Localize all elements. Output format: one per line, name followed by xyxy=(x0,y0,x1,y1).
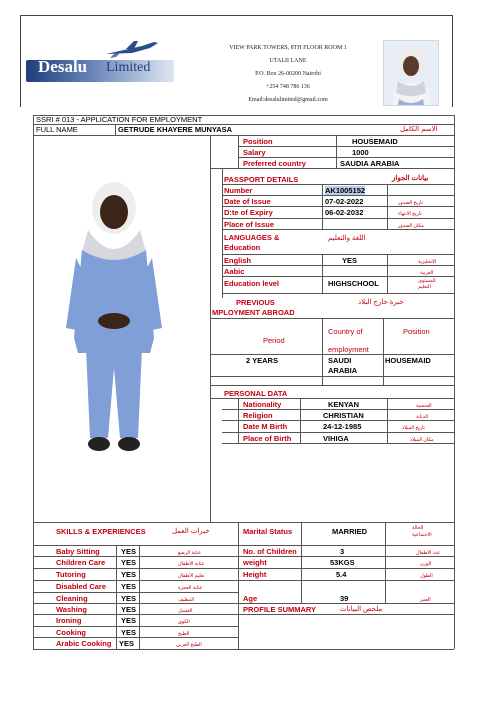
col-line xyxy=(387,398,388,443)
religion-value: CHRISTIAN xyxy=(323,411,364,420)
expiry-date-label: D:te of Expiry xyxy=(224,208,273,217)
birth-date-arabic: تاريخ الميلاد xyxy=(402,426,425,431)
address-line: P.O. Box 26-00200 Nairobi xyxy=(255,71,321,77)
marital-status-label: Marital Status xyxy=(243,527,293,536)
salary-value: 1000 xyxy=(352,148,369,157)
birth-date-value: 24-12-1985 xyxy=(323,422,362,431)
profile-summary-label: PROFILE SUMMARY xyxy=(243,605,317,614)
col-line xyxy=(301,522,302,603)
previous-employment-arabic: خبرة خارج البلاد xyxy=(358,299,404,306)
col-line xyxy=(139,545,140,649)
passport-title-arabic: بيانات الجواز xyxy=(392,175,429,182)
education-label: Education level xyxy=(224,279,280,288)
skill-label: Cleaning xyxy=(56,594,88,603)
age-arabic: العمر xyxy=(420,598,431,603)
height-label: Height xyxy=(243,570,267,579)
row-line xyxy=(33,545,454,546)
row-line xyxy=(210,318,454,319)
col-line xyxy=(322,318,323,385)
skill-label: Ironing xyxy=(56,616,82,625)
full-name-value: GETRUDE KHAYERE MUNYASA xyxy=(118,125,233,134)
address-line: +254 748 786 136 xyxy=(266,84,310,90)
arabic-label: Aabic xyxy=(224,267,245,276)
children-value: 3 xyxy=(340,547,345,556)
skill-label: Baby Sitting xyxy=(56,547,100,556)
issue-place-arabic: مكان الصدور xyxy=(398,224,424,229)
height-value: 5.4 xyxy=(336,570,347,579)
col-line xyxy=(322,184,323,229)
country-header-2: employment xyxy=(328,345,369,354)
birth-place-label: Place of Birth xyxy=(243,434,292,443)
languages-title-arabic: اللغة والتعليم xyxy=(328,235,366,242)
col-line xyxy=(116,545,117,649)
issue-place-label: Place of Issue xyxy=(224,220,275,229)
row-line xyxy=(238,146,454,147)
birth-date-label: Date M Birth xyxy=(243,422,288,431)
row-line xyxy=(222,254,454,255)
age-value: 39 xyxy=(340,594,349,603)
english-label: English xyxy=(224,256,252,265)
preferred-country-value: SAUDIA ARABIA xyxy=(340,159,400,168)
table-border xyxy=(33,124,454,125)
skill-label: Disabled Care xyxy=(56,582,107,591)
passport-number-value: AK1005152 xyxy=(325,186,366,195)
col-line xyxy=(383,318,384,385)
english-arabic: الانجليزية xyxy=(418,260,437,265)
form-reference: SSRI # 013 - APPLICATION FOR EMPLOYMENT xyxy=(36,115,203,124)
previous-employment-title: PREVIOUS xyxy=(236,298,275,307)
personal-data-title: PERSONAL DATA xyxy=(224,389,288,398)
weight-arabic: الوزن xyxy=(420,562,432,567)
table-border xyxy=(33,522,454,523)
languages-title-2: Education xyxy=(224,243,261,252)
passport-number-label: Number xyxy=(224,186,253,195)
skill-label: Children Care xyxy=(56,558,106,567)
address-line: VIEW PARK TOWERS, 8TH FLOOR ROOM 1 xyxy=(229,45,347,51)
preferred-country-label: Preferred country xyxy=(243,159,306,168)
position-label: Position xyxy=(243,137,273,146)
period-header: Period xyxy=(263,336,285,345)
table-border xyxy=(238,522,239,649)
marital-status-value: MARRIED xyxy=(332,527,367,536)
previous-employment-title-2: MPLOYMENT ABROAD xyxy=(212,308,295,317)
skills-title-arabic: خبرات العمل xyxy=(172,528,210,535)
religion-label: Religion xyxy=(243,411,273,420)
age-label: Age xyxy=(243,594,258,603)
col-line xyxy=(387,184,388,229)
skill-value: YES xyxy=(121,628,137,637)
birth-place-arabic: مكان الميلاد xyxy=(410,438,434,443)
country-value-2: ARABIA xyxy=(328,366,358,375)
row-line xyxy=(210,398,454,399)
row-line xyxy=(222,184,454,185)
nationality-value: KENYAN xyxy=(328,400,359,409)
row-line xyxy=(210,354,454,355)
arabic-arabic: العربية xyxy=(420,271,434,276)
abroad-position-value: HOUSEMAID xyxy=(385,356,431,365)
row-line xyxy=(33,556,454,557)
issue-date-arabic: تاريخ الصدور xyxy=(398,201,423,206)
passport-photo xyxy=(383,40,439,106)
col-line xyxy=(238,398,239,443)
languages-title: LANGUAGES & xyxy=(224,233,280,242)
col-line xyxy=(322,254,323,293)
passport-title: PASSPORT DETAILS xyxy=(224,175,299,184)
col-line xyxy=(385,522,386,603)
row-line xyxy=(222,195,454,196)
skill-arabic: تعليم الاطفال xyxy=(178,574,205,579)
col-line xyxy=(222,168,223,298)
header-border-top xyxy=(20,15,452,16)
weight-value: 53KGS xyxy=(330,558,355,567)
nationality-label: Nationality xyxy=(243,400,282,409)
skill-value: YES xyxy=(121,594,137,603)
row-line xyxy=(33,568,454,569)
country-header: Country of xyxy=(328,327,363,336)
row-line xyxy=(238,157,454,158)
skill-arabic: الغسيل xyxy=(178,609,193,614)
skill-value: YES xyxy=(121,616,137,625)
skill-value: YES xyxy=(121,547,137,556)
skill-value: YES xyxy=(121,605,137,614)
col-line xyxy=(336,135,337,168)
row-line xyxy=(210,376,454,377)
company-logo xyxy=(26,40,174,84)
col-line xyxy=(300,398,301,443)
skill-value: YES xyxy=(119,639,135,648)
airplane-icon xyxy=(102,40,162,60)
table-border xyxy=(454,115,455,649)
row-line xyxy=(222,293,454,294)
table-border xyxy=(33,649,454,650)
row-line xyxy=(33,603,454,604)
skill-label: Washing xyxy=(56,605,87,614)
position-value: HOUSEMAID xyxy=(352,137,398,146)
address-line: Email:desalulimited@gmail.com xyxy=(248,97,328,103)
skill-value: YES xyxy=(121,570,137,579)
col-line xyxy=(238,135,239,168)
row-line xyxy=(210,168,454,169)
height-arabic: الطول xyxy=(420,574,433,579)
profile-summary-arabic: ملخص البيانات xyxy=(340,606,383,613)
row-line xyxy=(33,626,238,627)
row-line xyxy=(33,637,238,638)
row-line xyxy=(33,580,454,581)
birth-place-value: VIHIGA xyxy=(323,434,349,443)
skill-label: Cooking xyxy=(56,628,86,637)
abroad-position-header: Position xyxy=(403,327,430,336)
skill-arabic: عناية العجزة xyxy=(178,586,203,591)
row-line xyxy=(33,592,238,593)
address-line: UTALII LANE xyxy=(269,58,307,64)
skill-value: YES xyxy=(121,582,137,591)
table-border xyxy=(115,124,116,135)
table-border xyxy=(33,135,454,136)
issue-date-label: Date of Issue xyxy=(224,197,271,206)
row-line xyxy=(33,614,454,615)
children-arabic: عدد الاطفال xyxy=(416,551,441,556)
skill-arabic: عناية الاطفال xyxy=(178,562,205,567)
english-value: YES xyxy=(342,256,358,265)
skill-arabic: التنظيف xyxy=(178,598,195,603)
full-name-arabic: الاسم الكامل xyxy=(400,126,438,133)
expiry-date-arabic: تاريخ الانتهاء xyxy=(398,212,422,217)
full-name-label: FULL NAME xyxy=(36,125,78,134)
skills-title: SKILLS & EXPERIENCES xyxy=(56,527,146,536)
header-border-right xyxy=(452,15,453,107)
education-value: HIGHSCHOOL xyxy=(328,279,379,288)
children-label: No. of Children xyxy=(243,547,297,556)
full-body-photo xyxy=(62,178,166,458)
skill-label: Tutoring xyxy=(56,570,86,579)
issue-date-value: 07-02-2022 xyxy=(325,197,364,206)
logo-sub-text: Limited xyxy=(106,60,151,75)
skill-arabic: عناية الرضع xyxy=(178,551,202,556)
skill-label: Arabic Cooking xyxy=(56,639,112,648)
skill-arabic: الطبخ xyxy=(178,632,190,637)
country-value: SAUDI xyxy=(328,356,352,365)
company-address xyxy=(200,42,376,107)
row-line xyxy=(210,385,454,386)
nationality-arabic: الجنسية xyxy=(416,404,432,409)
table-border xyxy=(210,135,211,522)
skill-arabic: الطبخ العربي xyxy=(176,643,202,648)
education-arabic: المستوى التعليم xyxy=(418,279,436,290)
salary-label: Salary xyxy=(243,148,266,157)
header-border-left xyxy=(20,15,21,107)
period-value: 2 YEARS xyxy=(246,356,278,365)
weight-label: weight xyxy=(243,558,267,567)
col-line xyxy=(387,254,388,293)
religion-arabic: الديانة xyxy=(416,415,429,420)
marital-status-arabic: الحالة الاجتماعية xyxy=(412,526,432,538)
skill-value: YES xyxy=(121,558,137,567)
skill-arabic: الكوي xyxy=(178,620,190,625)
logo-main-text: Desalu xyxy=(38,57,88,76)
expiry-date-value: 06-02-2032 xyxy=(325,208,364,217)
